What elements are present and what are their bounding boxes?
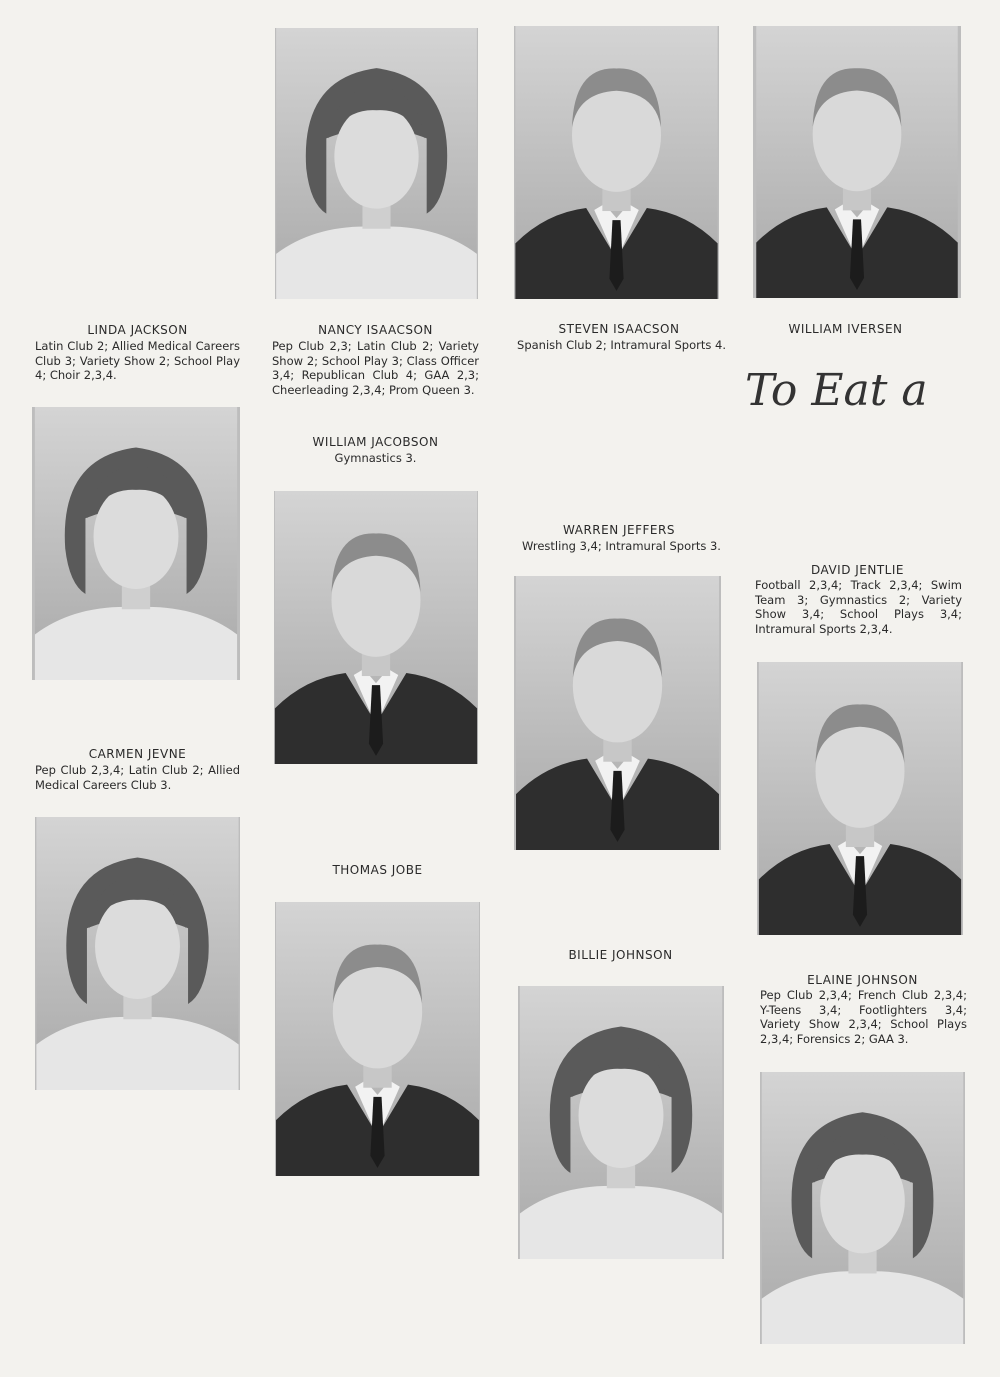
student-name-david-jentlie: DAVID JENTLIE <box>810 563 904 577</box>
portrait-linda-jackson <box>32 407 240 680</box>
student-activities-warren-jeffers: Wrestling 3,4; Intramural Sports 3. <box>522 539 721 553</box>
portrait-elaine-johnson <box>760 1072 965 1344</box>
portrait-thomas-jobe <box>275 902 480 1176</box>
student-name-thomas-jobe: THOMAS JOBE <box>332 863 423 877</box>
student-activities-linda-jackson: Latin Club 2; Allied Medical Careers Club 3; Variety Show 2; School Play 4; Choir 2,3,4. <box>35 339 240 383</box>
portrait-carmen-jevne <box>35 817 240 1090</box>
student-activities-nancy-isaacson: Pep Club 2,3; Latin Club 2; Variety Show 2; School Play 3; Class Officer 3,4; Republican Club 4; GAA 2,3; Cheerleading 2,3,4; Prom Queen 3. <box>272 339 479 397</box>
portrait-billie-johnson <box>518 986 724 1259</box>
portrait-david-jentlie <box>757 662 963 935</box>
student-name-linda-jackson: LINDA JACKSON <box>87 323 188 337</box>
portrait-william-iversen <box>753 26 961 298</box>
student-name-nancy-isaacson: NANCY ISAACSON <box>318 323 433 337</box>
student-name-steven-isaacson: STEVEN ISAACSON <box>558 322 680 336</box>
portrait-warren-jeffers <box>514 576 721 850</box>
student-activities-david-jentlie: Football 2,3,4; Track 2,3,4; Swim Team 3; Gymnastics 2; Variety Show 3,4; School Plays 3,4; Intramural Sports 2,3,4. <box>755 578 962 636</box>
student-name-warren-jeffers: WARREN JEFFERS <box>563 523 675 537</box>
portrait-nancy-isaacson <box>275 28 478 299</box>
portrait-steven-isaacson <box>514 26 719 299</box>
student-name-elaine-johnson: ELAINE JOHNSON <box>807 973 918 987</box>
student-name-william-jacobson: WILLIAM JACOBSON <box>312 435 439 449</box>
script-heading: To Eat a <box>745 365 928 416</box>
portrait-william-jacobson <box>274 491 478 764</box>
student-name-billie-johnson: BILLIE JOHNSON <box>568 948 673 962</box>
student-activities-carmen-jevne: Pep Club 2,3,4; Latin Club 2; Allied Medical Careers Club 3. <box>35 763 240 792</box>
student-activities-elaine-johnson: Pep Club 2,3,4; French Club 2,3,4; Y-Teens 3,4; Footlighters 3,4; Variety Show 2,3,4; School Plays 2,3,4; Forensics 2; GAA 3. <box>760 988 967 1046</box>
student-activities-steven-isaacson: Spanish Club 2; Intramural Sports 4. <box>517 338 726 352</box>
student-name-carmen-jevne: CARMEN JEVNE <box>88 747 187 761</box>
student-name-william-iversen: WILLIAM IVERSEN <box>788 322 903 336</box>
student-activities-william-jacobson: Gymnastics 3. <box>334 451 417 465</box>
